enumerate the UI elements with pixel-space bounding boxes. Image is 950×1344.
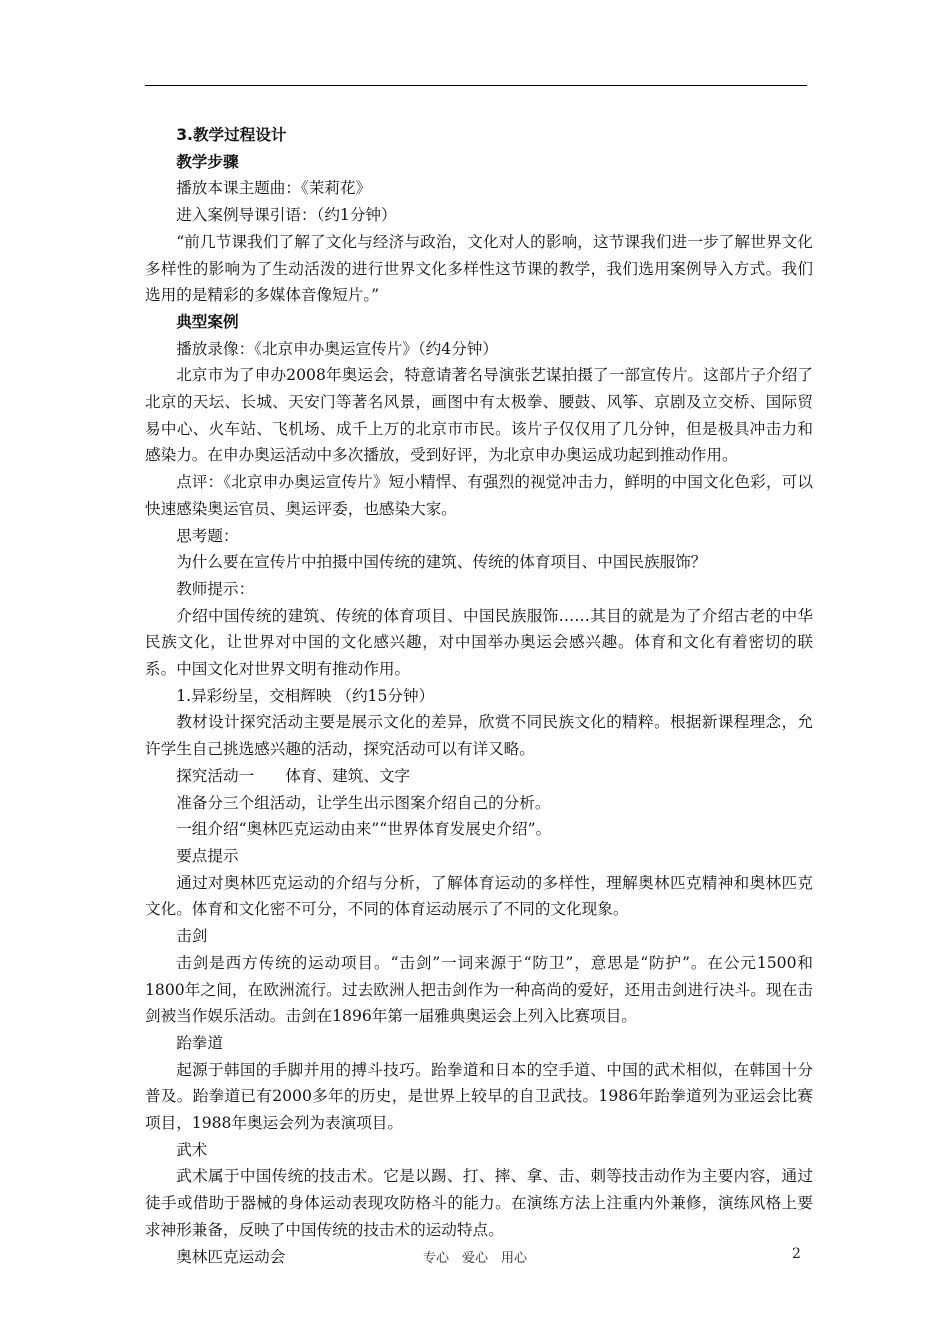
paragraph: 探究活动一 体育、建筑、文字 [176, 766, 411, 785]
section-heading: 典型案例 [176, 312, 239, 331]
paragraph: 思考题： [176, 526, 239, 545]
paragraph: 武术 [176, 1140, 208, 1159]
paragraph: 播放本课主题曲：《茉莉花》 [176, 179, 372, 198]
paragraph: 武术属于中国传统的技击术。它是以踢、打、摔、拿、击、刺等技击动作为主要内容，通过徒手或借助于器械的身体运动表现攻防格斗的能力。在演练方法上注重内外兼修，演练风格上要求神形兼备，反映了中国传统的技击术的运动特点。 [145, 1167, 813, 1239]
paragraph: 播放录像：《北京申办奥运宣传片》（约4分钟） [176, 339, 498, 358]
paragraph: 点评：《北京申办奥运宣传片》短小精悍、有强烈的视觉冲击力，鲜明的中国文化色彩，可以快速感染奥运官员、奥运评委，也感染大家。 [145, 473, 813, 518]
paragraph: 要点提示 [176, 846, 239, 865]
paragraph: 击剑是西方传统的运动项目。“击剑”一词来源于“防卫”，意思是“防护”。在公元1500和1800年之间，在欧洲流行。过去欧洲人把击剑作为一种高尚的爱好，还用击剑进行决斗。现在击剑被当作娱乐活动。击剑在1896年第一届雅典奥运会上列入比赛项目。 [145, 953, 813, 1026]
paragraph: 为什么要在宣传片中拍摄中国传统的建筑、传统的体育项目、中国民族服饰？ [176, 553, 707, 572]
paragraph: 准备分三个组活动，让学生出示图案介绍自己的分析。 [176, 793, 551, 812]
paragraph: 教材设计探究活动主要是展示文化的差异，欣赏不同民族文化的精粹。根据新课程理念，允许学生自己挑选感兴趣的活动，探究活动可以有详又略。 [145, 713, 813, 759]
paragraph: 奥林匹克运动会 [176, 1247, 286, 1266]
paragraph: 介绍中国传统的建筑、传统的体育项目、中国民族服饰……其目的就是为了介绍古老的中华民族文化，让世界对中国的文化感兴趣，对中国举办奥运会感兴趣。体育和文化有着密切的联系。中国文化对世界文明有推动作用。 [145, 606, 813, 679]
paragraph: 击剑 [176, 927, 208, 946]
paragraph: 进入案例导课引语：（约1分钟） [176, 206, 397, 225]
paragraph: 通过对奥林匹克运动的介绍与分析，了解体育运动的多样性，理解奥林匹克精神和奥林匹克文化。体育和文化密不可分，不同的体育运动展示了不同的文化现象。 [145, 873, 813, 919]
section-heading: 3.教学过程设计 [176, 126, 287, 144]
paragraph: “前几节课我们了解了文化与经济与政治，文化对人的影响，这节课我们进一步了解世界文化多样性的影响为了生动活泼的进行世界文化多样性这节课的教学，我们选用案例导入方式。我们选用的是精彩的多媒体音像短片。” [145, 232, 813, 305]
document-body [145, 122, 813, 1270]
paragraph: 起源于韩国的手脚并用的搏斗技巧。跆拳道和日本的空手道、中国的武术相似，在韩国十分普及。跆拳道已有2000多年的历史，是世界上较早的自卫武技。1986年跆拳道列为亚运会比赛项目，1988年奥运会列为表演项目。 [145, 1060, 813, 1133]
section-heading: 教学步骤 [176, 152, 239, 171]
paragraph: 北京市为了申办2008年奥运会，特意请著名导演张艺谋拍摄了一部宣传片。这部片子介绍了北京的天坛、长城、天安门等著名风景，画图中有太极拳、腰鼓、风筝、京剧及立交桥、国际贸易中心、火车站、飞机场、成千上万的北京市市民。该片子仅仅用了几分钟，但是极具冲击力和感染力。在申办奥运活动中多次播放，受到好评，为北京申办奥运成功起到推动作用。 [145, 366, 813, 465]
page-number: 2 [792, 1246, 801, 1262]
paragraph: 跆拳道 [176, 1033, 223, 1052]
footer-slogan: 专心 爱心 用心 [422, 1251, 527, 1266]
header-rule [145, 85, 807, 86]
paragraph: 1.异彩纷呈，交相辉映 （约15分钟） [176, 686, 435, 705]
paragraph: 教师提示： [176, 579, 255, 598]
paragraph: 一组介绍“奥林匹克运动由来”“世界体育发展史介绍”。 [176, 820, 552, 839]
